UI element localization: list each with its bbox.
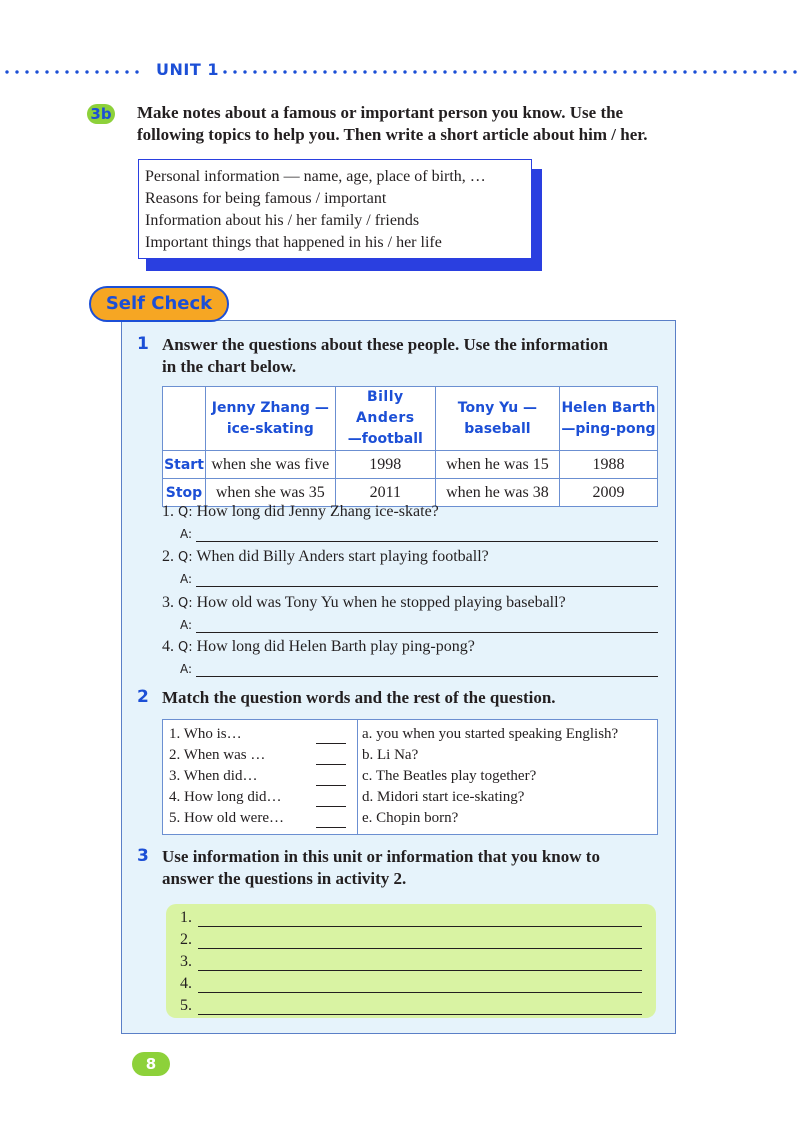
writing-line-number: 3. [180, 953, 192, 970]
topic-item: Important things that happened in his / her life [145, 234, 442, 251]
answer-line-2[interactable] [196, 585, 658, 587]
table-cell: 2009 [559, 479, 657, 507]
chart-corner-cell [163, 387, 206, 451]
question-1: 1. Q: How long did Jenny Zhang ice-skate? [162, 503, 439, 520]
activity-3b-instruction-line2: following topics to help you. Then write a short article about him / her. [137, 125, 648, 144]
chart-header-helen: Helen Barth —ping-pong [559, 387, 657, 451]
match-left-item: 5. How old were… [169, 810, 284, 826]
info-chart [162, 386, 658, 507]
match-blank[interactable] [316, 806, 346, 807]
match-right-item: d. Midori start ice-skating? [362, 789, 525, 805]
match-right-item: e. Chopin born? [362, 810, 459, 826]
chart-header-tony: Tony Yu — baseball [435, 387, 559, 451]
answer-line-3[interactable] [196, 631, 658, 633]
exercise-3-instruction-line1: Use information in this unit or information that you know to [162, 847, 600, 866]
chart-row-start [163, 451, 658, 479]
activity-3b-instruction-line1: Make notes about a famous or important person you know. Use the [137, 103, 624, 122]
answer-label: A: [180, 618, 193, 632]
exercise-number-2: 2 [137, 687, 149, 707]
question-2: 2. Q: When did Billy Anders start playing football? [162, 548, 489, 565]
match-blank[interactable] [316, 785, 346, 786]
exercise-2-instruction: Match the question words and the rest of the question. [162, 688, 556, 707]
match-divider [357, 719, 358, 835]
self-check-label: Self Check [89, 286, 229, 322]
match-left-item: 1. Who is… [169, 726, 242, 742]
header-dots-right [220, 70, 798, 74]
exercise-3-instruction-line2: answer the questions in activity 2. [162, 869, 407, 888]
match-right-item: c. The Beatles play together? [362, 768, 537, 784]
chart-header-jenny: Jenny Zhang — ice-skating [205, 387, 335, 451]
match-blank[interactable] [316, 764, 346, 765]
exercise-1-instruction-line2: in the chart below. [162, 357, 297, 376]
writing-line-5[interactable] [198, 1013, 642, 1015]
chart-header-row [163, 387, 658, 451]
question-4: 4. Q: How long did Helen Barth play ping-pong? [162, 638, 475, 655]
match-right-item: a. you when you started speaking English? [362, 726, 619, 742]
match-blank[interactable] [316, 743, 346, 744]
answer-label: A: [180, 527, 193, 541]
unit-label: UNIT 1 [156, 60, 219, 79]
page-number: 8 [132, 1052, 170, 1076]
activity-badge-3b: 3b [87, 104, 115, 124]
table-cell: 1988 [559, 451, 657, 479]
table-cell: when she was 35 [205, 479, 335, 507]
match-left-item: 2. When was … [169, 747, 266, 763]
writing-line-number: 4. [180, 975, 192, 992]
writing-line-2[interactable] [198, 947, 642, 949]
question-3: 3. Q: How old was Tony Yu when he stopped playing baseball? [162, 594, 566, 611]
header-dots-left [2, 70, 142, 74]
exercise-number-1: 1 [137, 334, 149, 354]
topic-item: Personal information — name, age, place of birth, … [145, 168, 486, 185]
table-cell: when she was five [205, 451, 335, 479]
row-label-start: Start [163, 451, 206, 479]
table-cell: 1998 [335, 451, 435, 479]
writing-line-number: 5. [180, 997, 192, 1014]
exercise-1-instruction-line1: Answer the questions about these people. Use the information [162, 335, 608, 354]
match-blank[interactable] [316, 827, 346, 828]
writing-line-3[interactable] [198, 969, 642, 971]
exercise-number-3: 3 [137, 846, 149, 866]
answer-line-4[interactable] [196, 675, 658, 677]
table-cell: when he was 38 [435, 479, 559, 507]
row-label-stop: Stop [163, 479, 206, 507]
answer-label: A: [180, 572, 193, 586]
match-left-item: 4. How long did… [169, 789, 282, 805]
topic-item: Information about his / her family / friends [145, 212, 420, 229]
topics-box [138, 159, 532, 259]
writing-line-number: 1. [180, 909, 192, 926]
match-right-item: b. Li Na? [362, 747, 419, 763]
match-left-item: 3. When did… [169, 768, 258, 784]
answer-label: A: [180, 662, 193, 676]
answer-line-1[interactable] [196, 540, 658, 542]
table-cell: 2011 [335, 479, 435, 507]
chart-header-billy: Billy Anders —football [335, 387, 435, 451]
writing-line-1[interactable] [198, 925, 642, 927]
writing-line-4[interactable] [198, 991, 642, 993]
answer-writing-box [166, 904, 656, 1018]
topic-item: Reasons for being famous / important [145, 190, 387, 207]
writing-line-number: 2. [180, 931, 192, 948]
table-cell: when he was 15 [435, 451, 559, 479]
